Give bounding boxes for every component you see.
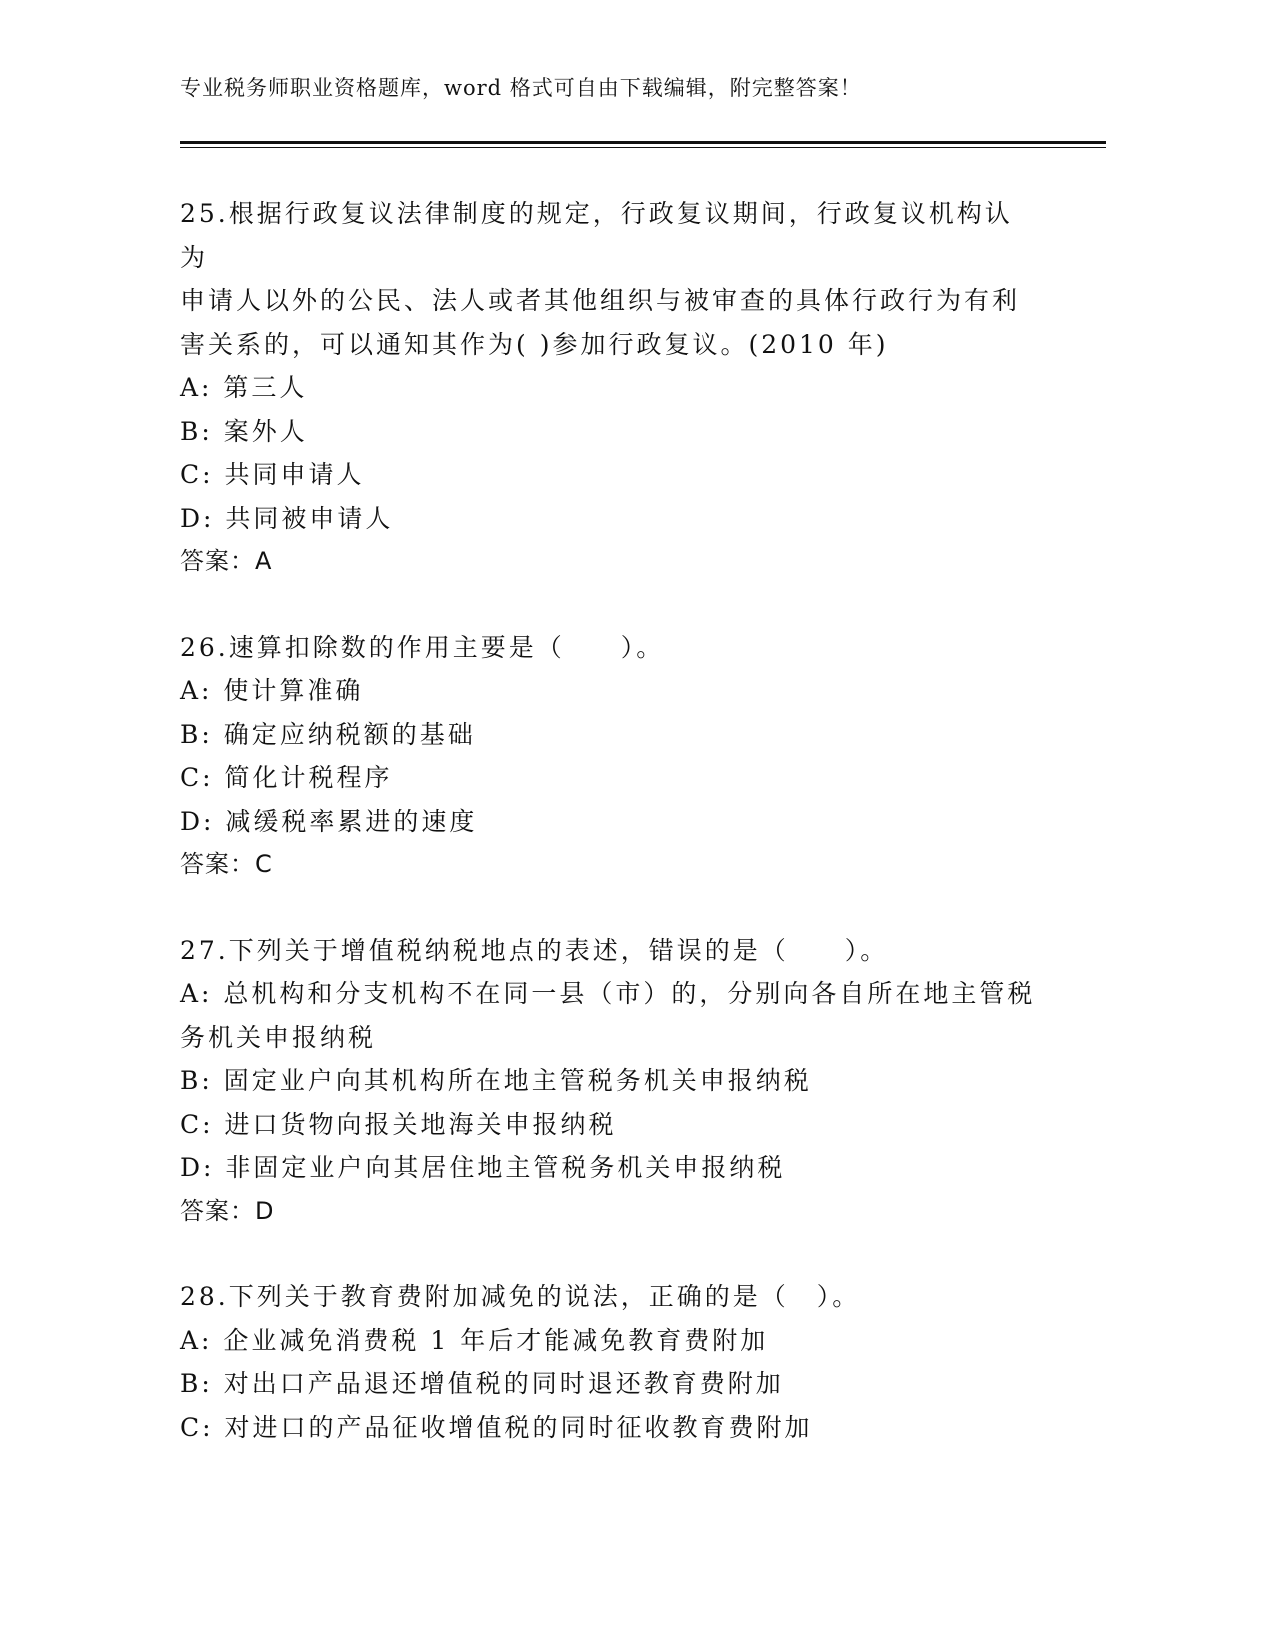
option-b: B: 固定业户向其机构所在地主管税务机关申报纳税	[180, 1066, 812, 1095]
option-c: C: 对进口的产品征收增值税的同时征收教育费附加	[180, 1412, 813, 1442]
option-b: B: 对出口产品退还增值税的同时退还教育费附加	[180, 1369, 784, 1398]
answer: 答案：C	[180, 850, 273, 878]
option-d: D: 减缓税率累进的速度	[180, 806, 478, 836]
question-list	[180, 192, 1040, 1491]
question-stem: 28.下列关于教育费附加减免的说法，正确的是（ ）。	[180, 1282, 861, 1311]
option-a: A: 使计算准确	[180, 676, 364, 705]
option-a: A: 企业减免消费税 1 年后才能减免教育费附加	[180, 1325, 769, 1355]
question-stem: 25.根据行政复议法律制度的规定，行政复议期间，行政复议机构认为	[180, 199, 1013, 272]
question-stem: 申请人以外的公民、法人或者其他组织与被审查的具体行政行为有利	[180, 286, 1021, 315]
option-b: B: 案外人	[180, 416, 308, 446]
question-28	[180, 1275, 1040, 1449]
question-stem: 27.下列关于增值税纳税地点的表述，错误的是（ ）。	[180, 935, 889, 965]
option-a: A: 第三人	[180, 373, 308, 402]
option-d: D: 非固定业户向其居住地主管税务机关申报纳税	[180, 1153, 786, 1182]
option-a: A: 总机构和分支机构不在同一县（市）的，分别向各自所在地主管税	[180, 979, 1036, 1008]
question-stem: 26.速算扣除数的作用主要是（ ）。	[180, 632, 665, 662]
option-c: C: 进口货物向报关地海关申报纳税	[180, 1109, 617, 1139]
question-25	[180, 192, 1040, 584]
header-rule-thick	[180, 141, 1106, 144]
question-27	[180, 929, 1040, 1234]
answer: 答案：D	[180, 1196, 275, 1225]
option-d: D: 共同被申请人	[180, 503, 394, 533]
header-rule-thin	[180, 147, 1106, 148]
option-b: B: 确定应纳税额的基础	[180, 719, 476, 749]
question-26	[180, 626, 1040, 887]
option-c: C: 共同申请人	[180, 460, 365, 489]
option-a-continued: 务机关申报纳税	[180, 1022, 377, 1052]
option-c: C: 简化计税程序	[180, 763, 393, 792]
answer: 答案：A	[180, 547, 273, 575]
question-stem: 害关系的，可以通知其作为( )参加行政复议。(2010 年)	[180, 329, 889, 359]
page-header: 专业税务师职业资格题库，word 格式可自由下载编辑，附完整答案！	[180, 76, 862, 100]
